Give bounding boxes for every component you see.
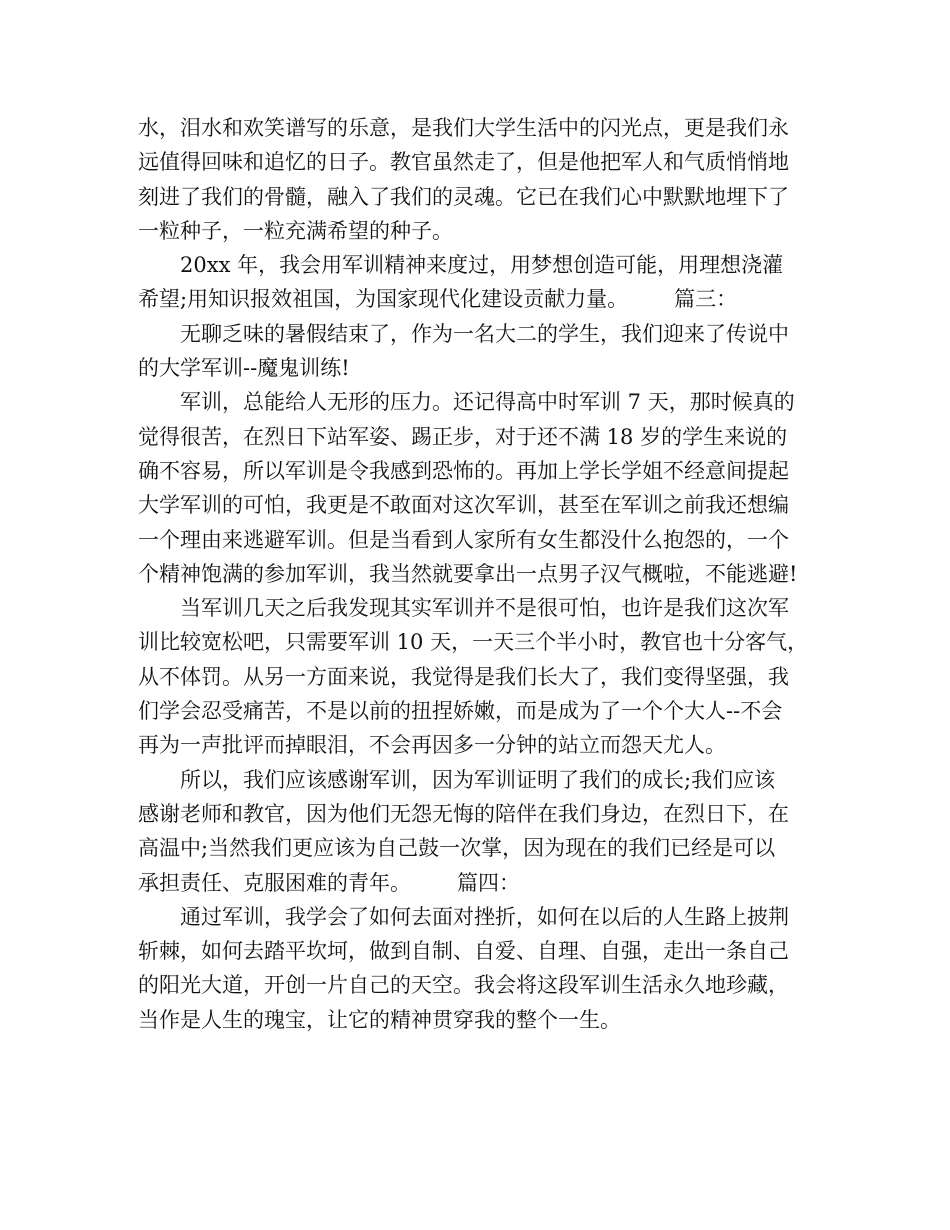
section-heading: 篇三： (674, 287, 738, 312)
text-line: 水，泪水和欢笑谱写的乐意，是我们大学生活中的闪光点，更是我们永 (138, 116, 789, 140)
paragraph-start-line: 当军训几天之后我发现其实军训并不是很可怕，也许是我们这次军 (180, 596, 789, 621)
text-line: 从不体罚。从另一方面来说，我觉得是我们长大了，我们变得坚强，我 (138, 664, 789, 689)
text-line: 斩棘，如何去踏平坎坷，做到自制、自爱、自理、自强，走出一条自己 (138, 939, 789, 964)
text-line: 希望;用知识报效祖国，为国家现代化建设贡献力量。 篇三： (138, 287, 738, 312)
text-line: 承担责任、克服困难的青年。 篇四： (138, 870, 520, 895)
document-body (138, 111, 818, 1037)
text-line: 远值得回味和追忆的日子。教官虽然走了，但是他把军人和气质悄悄地 (138, 150, 789, 175)
paragraph-start-line: 军训，总能给人无形的压力。还记得高中时军训 7 天，那时候真的 (180, 390, 795, 415)
text-line: 确不容易，所以军训是令我感到恐怖的。再加上学长学姐不经意间提起 (138, 458, 789, 483)
paragraph-start-line: 通过军训，我学会了如何去面对挫折，如何在以后的人生路上披荆 (180, 904, 789, 929)
text-line: 感谢老师和教官，因为他们无怨无悔的陪伴在我们身边，在烈日下，在 (138, 801, 789, 826)
text-line: 的阳光大道，开创一片自己的天空。我会将这段军训生活永久地珍藏， (138, 973, 789, 998)
text-line: 刻进了我们的骨髓，融入了我们的灵魂。它已在我们心中默默地埋下了 (138, 184, 789, 209)
paragraph-start-line: 所以，我们应该感谢军训，因为军训证明了我们的成长;我们应该 (180, 767, 776, 792)
text-line: 们学会忍受痛苦，不是以前的扭捏娇嫩，而是成为了一个个大人--不会 (138, 699, 783, 724)
text-line: 觉得很苦，在烈日下站军姿、踢正步，对于还不满 18 岁的学生来说的 (138, 424, 788, 449)
text-line: 一粒种子，一粒充满希望的种子。 (138, 218, 453, 243)
text-line: 的大学军训--魔鬼训练! (138, 356, 350, 381)
text-line: 高温中;当然我们更应该为自己鼓一次掌，因为现在的我们已经是可以 (138, 836, 776, 861)
text-line: 一个理由来逃避军训。但是当看到人家所有女生都没什么抱怨的，一个 (138, 527, 789, 552)
text-line: 再为一声批评而掉眼泪，不会再因多一分钟的站立而怨天尤人。 (138, 733, 726, 758)
paragraph-start-line: 无聊乏味的暑假结束了，作为一名大二的学生，我们迎来了传说中 (180, 321, 789, 346)
text-line: 当作是人生的瑰宝，让它的精神贯穿我的整个一生。 (138, 1007, 621, 1032)
paragraph-start-line: 20xx 年，我会用军训精神来度过，用梦想创造可能，用理想浇灌 (180, 253, 784, 278)
text-line: 大学军训的可怕，我更是不敢面对这次军训，甚至在军训之前我还想编 (138, 493, 789, 518)
text-line: 个精神饱满的参加军训，我当然就要拿出一点男子汉气概啦，不能逃避! (138, 561, 798, 586)
text-line: 训比较宽松吧，只需要军训 10 天，一天三个半小时，教官也十分客气， (138, 630, 809, 655)
section-heading: 篇四： (457, 870, 520, 895)
